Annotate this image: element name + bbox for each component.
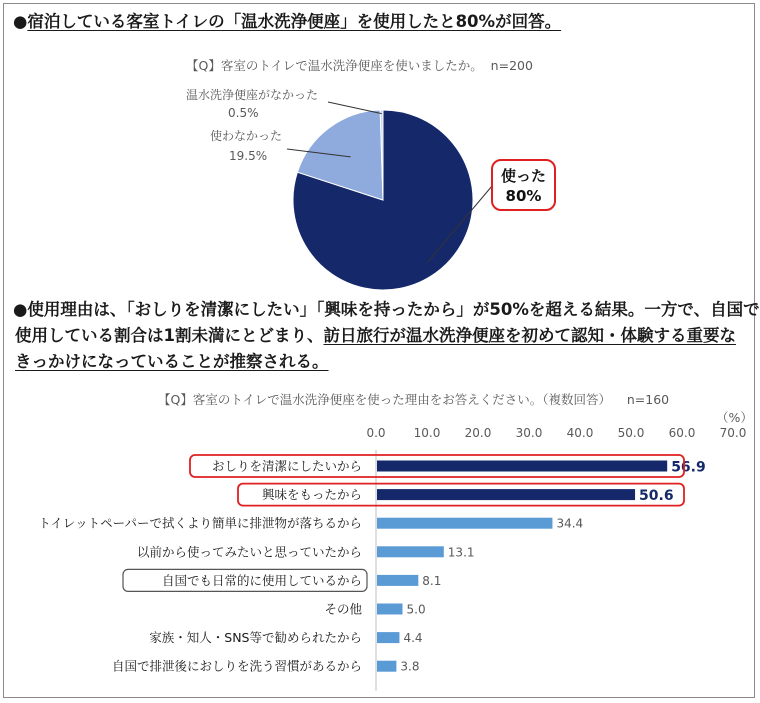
- heading-2-line2: 使用している割合は1割未満にとどまり、: [15, 326, 324, 345]
- category-label: トイレットペーパーで拭くより簡単に排泄物が落ちるから: [38, 515, 362, 531]
- category-label: 興味をもったから: [261, 487, 362, 503]
- data-label: 4.4: [403, 631, 423, 646]
- slice-value-label: 19.5%: [229, 149, 268, 163]
- data-label: 8.1: [422, 573, 442, 588]
- category-label: その他: [324, 601, 362, 617]
- category-label: 家族・知人・SNS等で勧められたから: [149, 630, 362, 646]
- data-label: 5.0: [406, 602, 426, 617]
- bar: [377, 575, 418, 586]
- x-tick-label: 60.0: [668, 426, 696, 440]
- heading-2: [13, 297, 760, 375]
- heading-2-line2-underlined: 訪日旅行が温水洗浄便座を初めて認知・体験する重要な: [323, 326, 736, 345]
- bar: [377, 546, 444, 557]
- heading-1-bullet: ●: [13, 12, 28, 31]
- bar-chart-title: [158, 390, 669, 408]
- bar-chart: [0, 420, 760, 700]
- bar: [377, 604, 403, 615]
- slice-label: 使った: [500, 167, 547, 185]
- heading-2-line3-underlined: きっかけになっていることが推察される。: [15, 352, 329, 371]
- heading-1-text: 宿泊している客室トイレの「温水洗浄便座」を使用したと80%が回答。: [27, 12, 562, 31]
- data-label: 13.1: [447, 545, 475, 560]
- category-label: おしりを清潔にしたいから: [211, 458, 362, 474]
- bar: [377, 632, 399, 643]
- x-tick-label: 10.0: [413, 426, 441, 440]
- pie-title: 【Q】客室のトイレで温水洗浄便座を使いましたか。: [186, 58, 483, 73]
- x-tick-label: 30.0: [515, 426, 543, 440]
- pie-n-label: n=200: [490, 58, 533, 73]
- data-label: 34.4: [556, 516, 584, 531]
- x-tick-label: 0.0: [366, 426, 386, 440]
- category-label: 自国でも日常的に使用しているから: [161, 572, 362, 588]
- category-label: 自国で排泄後におしりを洗う習慣があるから: [111, 658, 362, 674]
- x-tick-label: 20.0: [464, 426, 492, 440]
- bar: [377, 518, 552, 529]
- bar: [377, 661, 396, 672]
- pie-chart: [0, 0, 760, 300]
- x-tick-label: 70.0: [719, 426, 747, 440]
- leader-line: [328, 102, 382, 114]
- bar: [377, 461, 667, 472]
- bar-n-label: n=160: [626, 392, 670, 407]
- heading-2-bullet: ●: [13, 300, 28, 319]
- data-label: 3.8: [400, 659, 420, 674]
- slice-label: 使わなかった: [210, 129, 283, 143]
- category-label: 以前から使ってみたいと思っていたから: [136, 544, 362, 560]
- slice-value-label: 80%: [505, 187, 542, 205]
- slice-label: 温水洗浄便座がなかった: [186, 88, 319, 102]
- x-tick-label: 40.0: [566, 426, 594, 440]
- bar-title: 【Q】客室のトイレで温水洗浄便座を使った理由をお答えください。（複数回答）: [158, 392, 611, 407]
- bar-unit-label: （%）: [716, 410, 753, 425]
- x-tick-label: 50.0: [617, 426, 645, 440]
- data-label: 50.6: [639, 488, 674, 505]
- heading-2-line1: 使用理由は、「おしりを清潔にしたい」「興味を持ったから」が50%を超える結果。一方で、自国で: [27, 300, 760, 319]
- bar: [377, 489, 635, 500]
- data-label: 56.9: [671, 459, 706, 476]
- slice-value-label: 0.5%: [228, 106, 259, 120]
